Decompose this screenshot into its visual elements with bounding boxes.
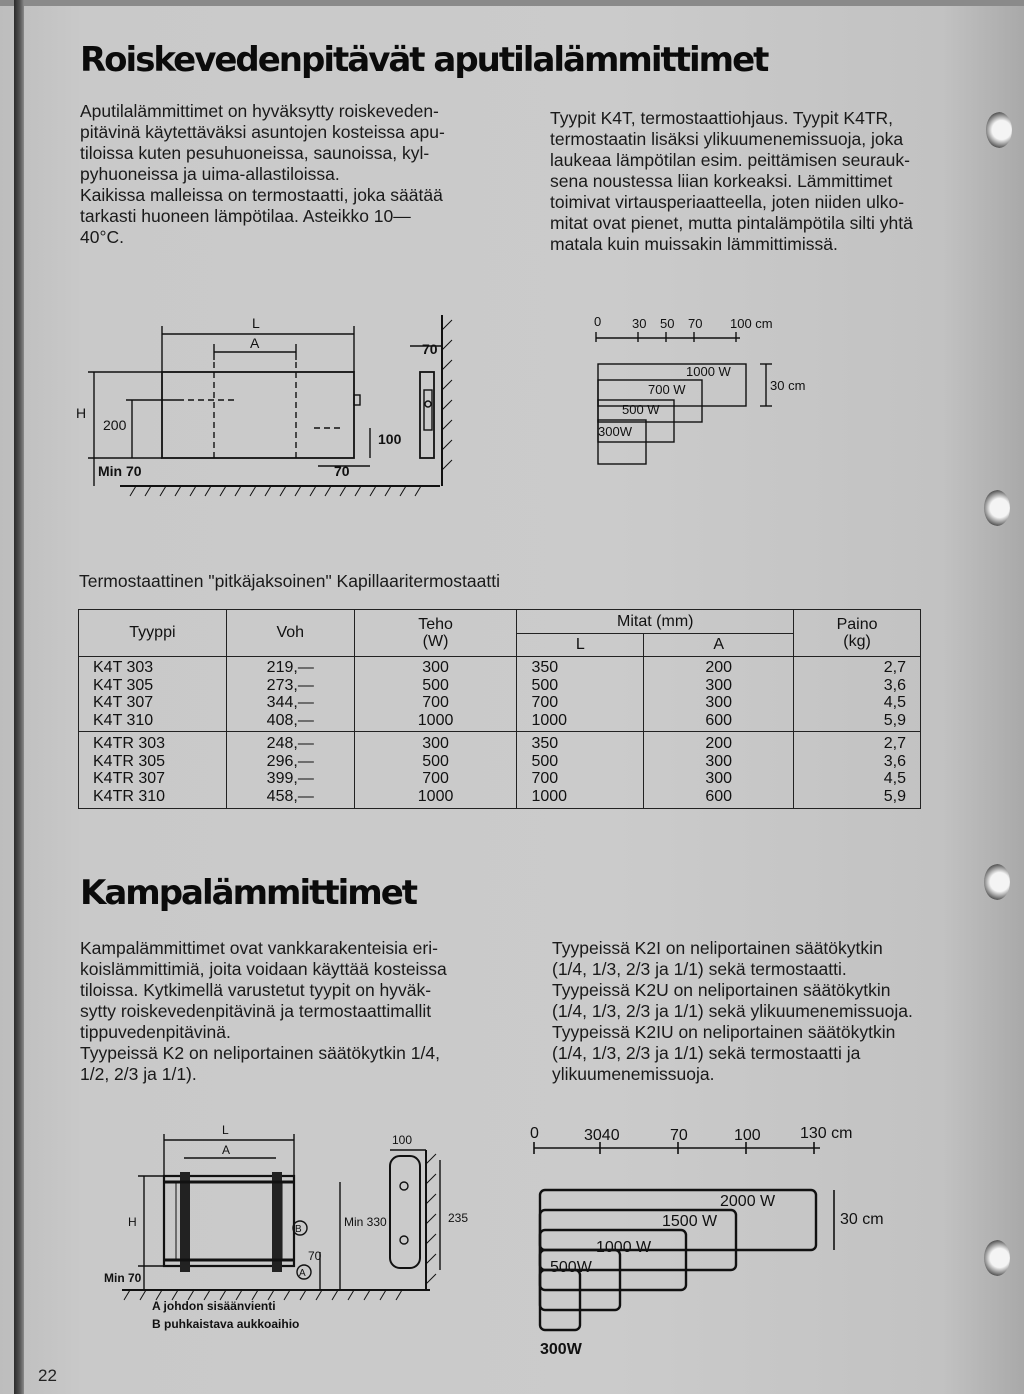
scale2-size-300w: 300W <box>540 1341 582 1358</box>
page-number: 22 <box>38 1366 57 1385</box>
dim-label-A: A <box>250 335 260 351</box>
punch-hole-bottom <box>984 1240 1010 1276</box>
k4tr-power-cell: 300 500 700 1000 <box>354 732 517 809</box>
table-caption: Termostaattinen "pitkäjaksoinen" Kapillaaritermostaatti <box>79 571 500 591</box>
kampa-label-100: 100 <box>392 1133 413 1147</box>
scale1-size-300w: 300W <box>598 424 632 439</box>
kampa-legend-B: B puhkaistava aukkoaihio <box>152 1317 300 1331</box>
k4tr-volts-cell: 248,— 296,— 399,— 458,— <box>226 732 354 809</box>
kampa-label-H: H <box>128 1215 137 1229</box>
kampa-label-235: 235 <box>448 1211 469 1225</box>
dim-label-200: 200 <box>103 417 127 433</box>
scale1-size-700w: 700 W <box>648 382 686 397</box>
size-scale-k4t <box>590 308 830 468</box>
k4tr-weight-cell: 2,7 3,6 4,5 5,9 <box>794 732 921 809</box>
scale1-height-label: 30 cm <box>770 378 806 393</box>
k4t-power-cell: 300 500 700 1000 <box>354 657 517 732</box>
k4t-volts-cell: 219,— 273,— 344,— 408,— <box>226 657 354 732</box>
scale2-height-label: 30 cm <box>840 1211 884 1228</box>
scale1-tick-70: 70 <box>688 316 703 331</box>
page-title: Roiskevedenpitävät aputilalämmittimet <box>80 40 768 80</box>
kampa-legend-A: A johdon sisäänvienti <box>152 1299 276 1313</box>
header-power: Teho (W) <box>354 610 517 657</box>
kampa-label-70: 70 <box>308 1249 322 1263</box>
scale2-size-1500w: 1500 W <box>662 1213 718 1230</box>
scale1-size-1000w: 1000 W <box>686 364 731 379</box>
dim-label-70-bottom: 70 <box>334 463 350 479</box>
k4t-weight-cell: 2,7 3,6 4,5 5,9 <box>794 657 921 732</box>
punch-hole-top <box>986 112 1012 148</box>
header-weight: Paino (kg) <box>794 610 921 657</box>
scale2-size-500w: 500W <box>550 1259 592 1276</box>
kampa-dimension-diagram <box>100 1120 480 1340</box>
header-A: A <box>644 633 794 657</box>
kampa-right-paragraph: Tyypeissä K2I on neliportainen säätökytkin (1/4, 1/3, 2/3 ja 1/1) sekä termostaatti. Tyypeissä K2U on neliportainen säätökytkin (1/4, 1/3, 2/3 ja 1/1) sekä ylikuumenemissuoja. Tyypeissä K2IU on neliportainen säätökytkin (1/4, 1/3, 2/3 ja 1/1) sekä termostaatti ja ylikuumenemissuoja. <box>552 938 913 1084</box>
size-scale-kampa <box>524 1118 924 1368</box>
k4t-type-cell: K4T 303 K4T 305 K4T 307 K4T 310 <box>79 657 227 732</box>
header-volts: Voh <box>226 610 354 657</box>
kampa-left-paragraph: Kampalämmittimet ovat vankkarakenteisia eri- koislämmittimiä, joita voidaan käyttää kosteissa tiloissa. Kytkimellä varustetut tyypit on hyväk- sytty roiskevedenpitävinä ja termostaattimallit tippuvedenpitävinä. Tyypeissä K2 on neliportainen säätökytkin 1/4, 1/2, 2/3 ja 1/1). <box>80 938 447 1084</box>
kampa-marker-B: B <box>295 1224 302 1235</box>
scale2-tick-0: 0 <box>530 1125 539 1142</box>
scale2-size-2000w: 2000 W <box>720 1193 776 1210</box>
dim-label-min70: Min 70 <box>98 463 142 479</box>
header-L: L <box>517 633 644 657</box>
punch-hole-middle <box>984 490 1010 526</box>
scale1-size-500w: 500 W <box>622 402 660 417</box>
scale2-tick-3040: 3040 <box>584 1127 620 1144</box>
intro-left-paragraph: Aputilalämmittimet on hyväksytty roiskeveden- pitävinä käytettäväksi asuntojen kosteissa apu- tiloissa kuten pesuhuoneissa, saunoissa, kyl- pyhuoneissa ja uima-allastiloissa. Kaikissa malleissa on termostaatti, joka säätää tarkasti huoneen lämpötilaa. Asteikko 10— 40°C. <box>80 101 445 247</box>
punch-hole-lower <box>984 864 1010 900</box>
specs-table <box>78 609 921 809</box>
kampa-label-A: A <box>222 1143 231 1157</box>
scale1-tick-50: 50 <box>660 316 675 331</box>
scale2-tick-100: 100 <box>734 1127 761 1144</box>
dim-label-L: L <box>252 315 260 331</box>
k4tr-L-cell: 350 500 700 1000 <box>517 732 644 809</box>
kampa-marker-A: A <box>299 1268 306 1279</box>
k4t-A-cell: 200 300 300 600 <box>644 657 794 732</box>
k4t-L-cell: 350 500 700 1000 <box>517 657 644 732</box>
kampa-label-min70: Min 70 <box>104 1271 142 1285</box>
kampa-label-L: L <box>222 1123 229 1137</box>
scale1-tick-0: 0 <box>594 314 602 329</box>
scale2-size-1000w: 1000 W <box>596 1239 652 1256</box>
k4tr-A-cell: 200 300 300 600 <box>644 732 794 809</box>
intro-right-paragraph: Tyypit K4T, termostaattiohjaus. Tyypit K4TR, termostaatin lisäksi ylikuumenemissuoja, joka laukeaa lämpötilan esim. peittämisen seurauk- sena noustessa liian korkeaksi. Lämmittimet toimivat virtausperiaatteella, joten niiden ulko- mitat ovat pienet, mutta pintalämpötila silti yhtä matala kuin muissakin lämmittimissä. <box>550 108 913 254</box>
kampa-label-min330: Min 330 <box>344 1215 387 1229</box>
section-title-kampa: Kampalämmittimet <box>80 873 417 913</box>
header-dims: Mitat (mm) <box>517 610 794 634</box>
dim-label-H: H <box>76 405 87 421</box>
heater-dimension-diagram <box>70 300 470 500</box>
dim-label-100: 100 <box>378 431 402 447</box>
k4tr-type-cell: K4TR 303 K4TR 305 K4TR 307 K4TR 310 <box>79 732 227 809</box>
top-edge <box>0 0 1024 6</box>
scale1-tick-100: 100 cm <box>730 316 773 331</box>
dim-label-70-top: 70 <box>422 341 438 357</box>
scale2-tick-130: 130 cm <box>800 1125 853 1142</box>
scale2-tick-70: 70 <box>670 1127 688 1144</box>
binding-edge <box>14 0 24 1394</box>
header-type: Tyyppi <box>79 610 227 657</box>
scale1-tick-30: 30 <box>632 316 647 331</box>
